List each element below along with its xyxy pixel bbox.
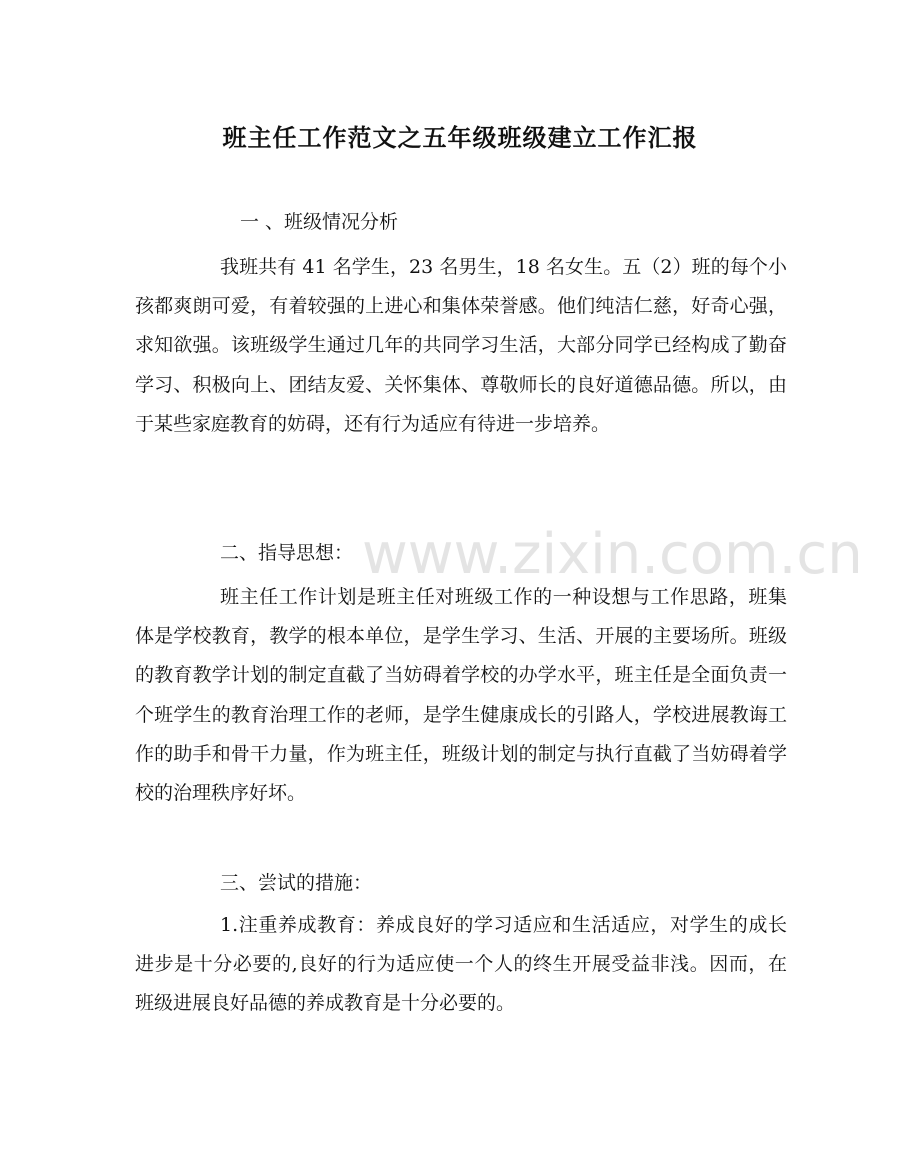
document-title: 班主任工作范文之五年级班级建立工作汇报 <box>222 124 698 152</box>
section-heading-3: 三、尝试的措施： <box>220 872 373 894</box>
section-paragraph-3: 1.注重养成教育：养成良好的学习适应和生活适应，对学生的成长进步是十分必要的,良好的行为适应使一个人的终生开展受益非浅。因而，在班级进展良好品德的养成教育是十分必要的。 <box>135 914 787 1015</box>
section-paragraph-2: 班主任工作计划是班主任对班级工作的一种设想与工作思路，班集体是学校教育，教学的根本单位，是学生学习、生活、开展的主要场所。班级的教育教学计划的制定直截了当妨碍着学校的办学水平，班主任是全面负责一个班学生的教育治理工作的老师，是学生健康成长的引路人，学校进展教诲工作的助手和骨干力量，作为班主任，班级计划的制定与执行直截了当妨碍着学校的治理秩序好坏。 <box>135 586 787 805</box>
watermark: www.zixin.com.cn <box>362 522 863 587</box>
section-heading-2: 二、指导思想： <box>220 542 354 564</box>
section-paragraph-1: 我班共有 41 名学生，23 名男生，18 名女生。五（2）班的每个小孩都爽朗可爱，有着较强的上进心和集体荣誉感。他们纯洁仁慈，好奇心强，求知欲强。该班级学生通过几年的共同学习生活，大部分同学已经构成了勤奋学习、积极向上、团结友爱、关怀集体、尊敬师长的良好道德品德。所以，由于某些家庭教育的妨碍，还有行为适应有待进一步培养。 <box>135 256 787 435</box>
section-heading-1: 一 、班级情况分析 <box>240 211 399 233</box>
